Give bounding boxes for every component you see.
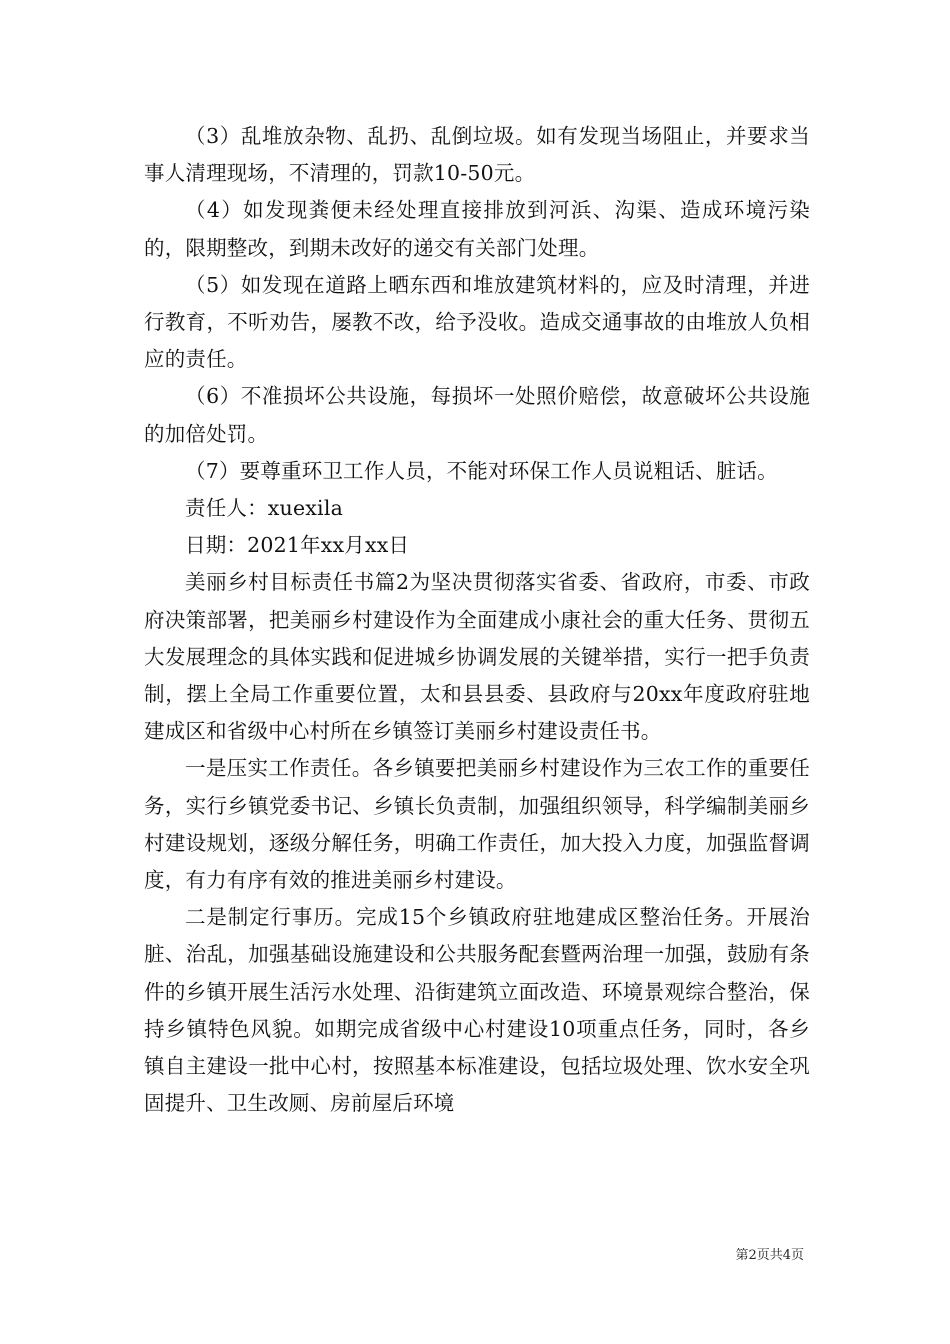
responsible-person: 责任人：xuexila (185, 496, 343, 521)
page-number-footer: 第2页共4页 (735, 1248, 804, 1263)
clause-3: （3）乱堆放杂物、乱扔、乱倒垃圾。如有发现当场阻止，并要求当事人清理现场，不清理的，罚款10-50元。 (144, 124, 810, 186)
clause-7: （7）要尊重环卫工作人员，不能对环保工作人员说粗话、脏话。 (185, 458, 778, 483)
clause-6: （6）不准损坏公共设施，每损坏一处照价赔偿，故意破坏公共设施的加倍处罚。 (144, 384, 810, 446)
clause-5: （5）如发现在道路上晒东西和堆放建筑材料的，应及时清理，并进行教育，不听劝告，屡教不改，给予没收。造成交通事故的由堆放人负相应的责任。 (144, 272, 810, 372)
signature-date: 日期：2021年xx月xx日 (185, 533, 410, 558)
clause-4: （4）如发现粪便未经处理直接排放到河浜、沟渠、造成环境污染的，限期整改，到期未改好的递交有关部门处理。 (144, 198, 810, 260)
point-two-schedule: 二是制定行事历。完成15个乡镇政府驻地建成区整治任务。开展治脏、治乱，加强基础设施建设和公共服务配套暨两治理一加强，鼓励有条件的乡镇开展生活污水处理、沿街建筑立面改造、环境景观综合整治，保持乡镇特色风貌。如期完成省级中心村建设10项重点任务，同时，各乡镇自主建设一批中心村，按照基本标准建设，包括垃圾处理、饮水安全巩固提升、卫生改厕、房前屋后环境 (144, 905, 810, 1116)
section-2-intro: 美丽乡村目标责任书篇2为坚决贯彻落实省委、省政府，市委、市政府决策部署，把美丽乡村建设作为全面建成小康社会的重大任务、贯彻五大发展理念的具体实践和促进城乡协调发展的关键举措，实行一把手负责制，摆上全局工作重要位置，太和县县委、县政府与20xx年度政府驻地建成区和省级中心村所在乡镇签订美丽乡村建设责任书。 (144, 570, 810, 744)
document-body (144, 118, 810, 1122)
point-one-responsibility: 一是压实工作责任。各乡镇要把美丽乡村建设作为三农工作的重要任务，实行乡镇党委书记、乡镇长负责制，加强组织领导，科学编制美丽乡村建设规划，逐级分解任务，明确工作责任，加大投入力度，加强监督调度，有力有序有效的推进美丽乡村建设。 (144, 756, 810, 893)
